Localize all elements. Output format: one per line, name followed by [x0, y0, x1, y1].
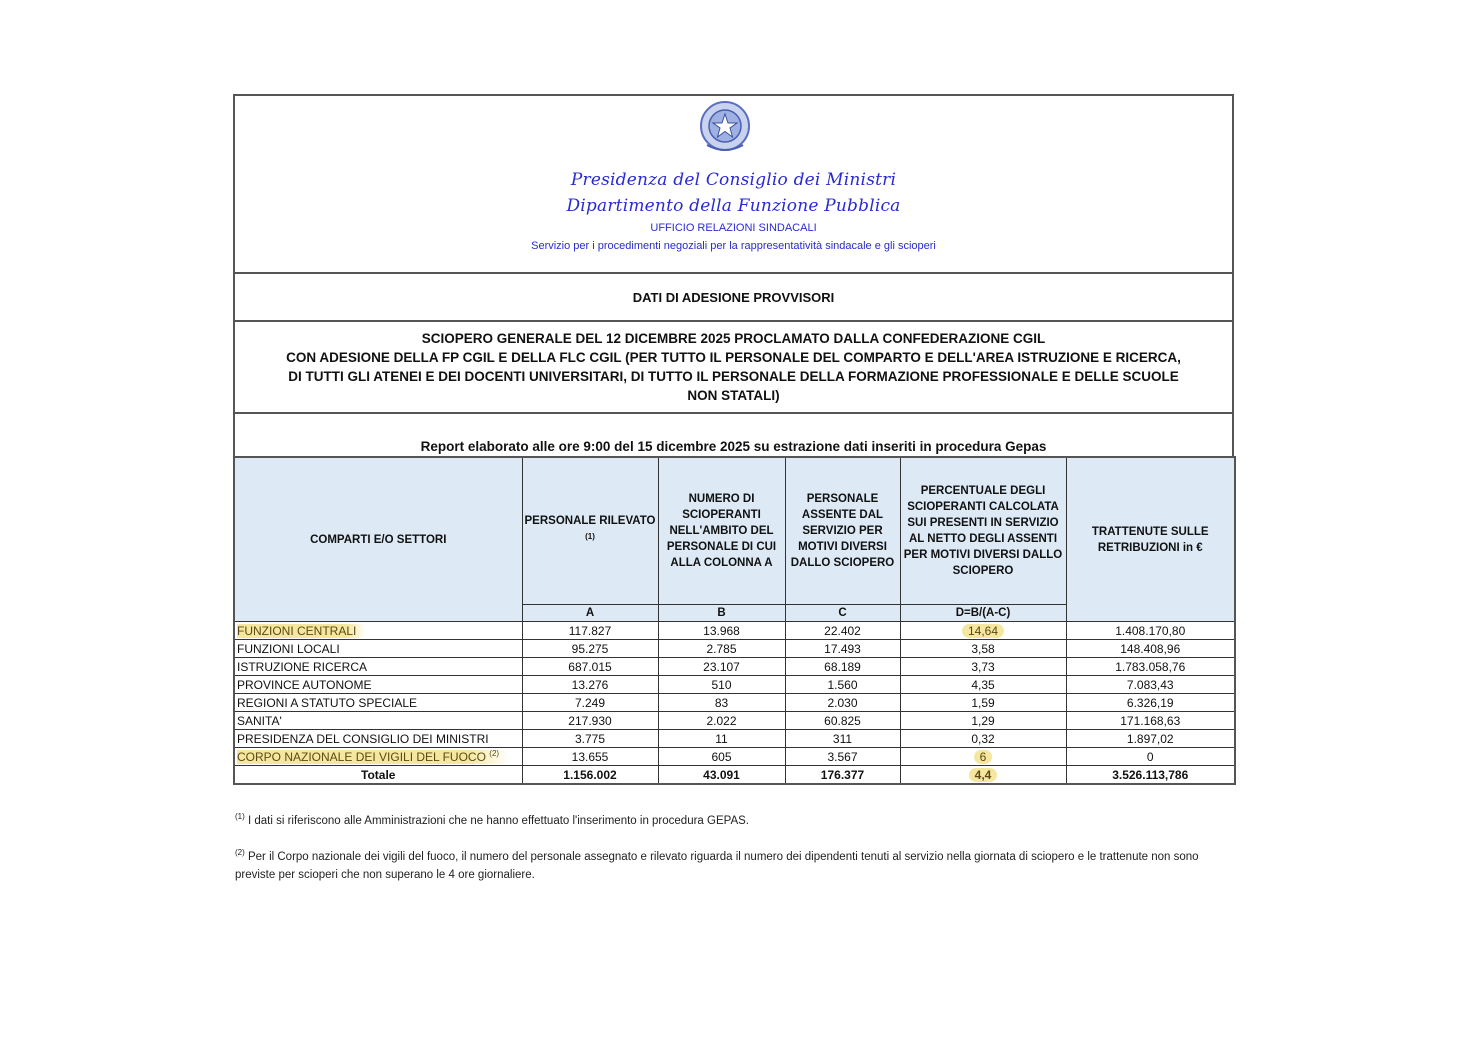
- strike-description: [233, 320, 1234, 412]
- header-d: PERCENTUALE DEGLI SCIOPERANTI CALCOLATA SUI PRESENTI IN SERVIZIO AL NETTO DEGLI ASSENTI PER MOTIVI DIVERSI DALLO SCIOPERO: [900, 457, 1066, 605]
- office-name: UFFICIO RELAZIONI SINDACALI: [650, 222, 817, 234]
- strike-line-2: CON ADESIONE DELLA FP CGIL E DELLA FLC CGIL (PER TUTTO IL PERSONALE DEL COMPARTO E DELL'AREA ISTRUZIONE E RICERCA,: [286, 350, 1181, 365]
- row-d: 4,35: [900, 676, 1066, 694]
- row-c: 1.560: [785, 676, 900, 694]
- row-sector: REGIONI A STATUTO SPECIALE: [234, 694, 522, 712]
- row-c: 311: [785, 730, 900, 748]
- row-d: 1,29: [900, 712, 1066, 730]
- row-e: 0: [1066, 748, 1235, 766]
- report-info: Report elaborato alle ore 9:00 del 15 dicembre 2025 su estrazione dati inseriti in procedura Gepas: [233, 412, 1234, 456]
- row-e: 1.783.058,76: [1066, 658, 1235, 676]
- row-d: 0,32: [900, 730, 1066, 748]
- header-sector: COMPARTI E/O SETTORI: [234, 457, 522, 622]
- total-e: 3.526.113,786: [1066, 766, 1235, 785]
- header-b: NUMERO DI SCIOPERANTI NELL'AMBITO DEL PERSONALE DI CUI ALLA COLONNA A: [658, 457, 785, 605]
- row-e: 1.408.170,80: [1066, 622, 1235, 640]
- row-c: 17.493: [785, 640, 900, 658]
- header-letter-c: C: [785, 605, 900, 622]
- row-a: 7.249: [522, 694, 658, 712]
- table-row: [234, 730, 1235, 748]
- row-b: 23.107: [658, 658, 785, 676]
- row-e: 7.083,43: [1066, 676, 1235, 694]
- row-b: 11: [658, 730, 785, 748]
- table-row: [234, 658, 1235, 676]
- row-d: 6: [900, 748, 1066, 766]
- strike-line-4: NON STATALI): [687, 388, 780, 403]
- table-row: [234, 694, 1235, 712]
- letterhead-line-2: Dipartimento della Funzione Pubblica: [566, 196, 901, 216]
- header-letter-a: A: [522, 605, 658, 622]
- row-c: 2.030: [785, 694, 900, 712]
- row-b: 2.785: [658, 640, 785, 658]
- row-c: 22.402: [785, 622, 900, 640]
- service-name: Servizio per i procedimenti negoziali per la rappresentatività sindacale e gli scioperi: [531, 240, 936, 252]
- footnotes: [235, 808, 1235, 898]
- row-a: 3.775: [522, 730, 658, 748]
- italian-republic-emblem-icon: [697, 99, 753, 155]
- row-c: 68.189: [785, 658, 900, 676]
- total-label: Totale: [234, 766, 522, 785]
- row-sector: SANITA': [234, 712, 522, 730]
- row-a: 117.827: [522, 622, 658, 640]
- footnote-2: $^{(2)}$ Per il Corpo nazionale dei vigili del fuoco, il numero del personale assegnato e rilevato riguarda il numero dei dipendenti tenuti al servizio nella giornata di sciopero e le trattenute non sono previste per scioperi che non superano le 4 ore giornaliere.: [235, 847, 1199, 881]
- header-c: PERSONALE ASSENTE DAL SERVIZIO PER MOTIVI DIVERSI DALLO SCIOPERO: [785, 457, 900, 605]
- row-b: 83: [658, 694, 785, 712]
- table-row: [234, 748, 1235, 766]
- row-d: 14,64: [900, 622, 1066, 640]
- row-sector: CORPO NAZIONALE DEI VIGILI DEL FUOCO $^{(2)}$: [234, 748, 522, 766]
- header-letter-d: D=B/(A-C): [900, 605, 1066, 622]
- letterhead-line-1: Presidenza del Consiglio dei Ministri: [570, 170, 897, 190]
- total-row: [234, 766, 1235, 785]
- row-a: 13.276: [522, 676, 658, 694]
- row-b: 510: [658, 676, 785, 694]
- row-d: 3,58: [900, 640, 1066, 658]
- footnote-1: $^{(1)}$ I dati si riferiscono alle Amministrazioni che ne hanno effettuato l'inserimento in procedura GEPAS.: [235, 812, 749, 827]
- total-b: 43.091: [658, 766, 785, 785]
- row-a: 95.275: [522, 640, 658, 658]
- header-e: TRATTENUTE SULLE RETRIBUZIONI in €: [1066, 457, 1235, 622]
- document-page: [233, 94, 1234, 785]
- letterhead: [233, 94, 1234, 272]
- row-a: 13.655: [522, 748, 658, 766]
- table-row: [234, 712, 1235, 730]
- row-e: 1.897,02: [1066, 730, 1235, 748]
- header-a: PERSONALE RILEVATO $^{(1)}$: [522, 457, 658, 605]
- strike-line-3: DI TUTTI GLI ATENEI E DEI DOCENTI UNIVERSITARI, DI TUTTO IL PERSONALE DELLA FORMAZIONE PROFESSIONALE E DELLE SCUOLE: [288, 369, 1179, 384]
- row-a: 217.930: [522, 712, 658, 730]
- row-b: 605: [658, 748, 785, 766]
- strike-line-1: SCIOPERO GENERALE DEL 12 DICEMBRE 2025 PROCLAMATO DALLA CONFEDERAZIONE CGIL: [421, 331, 1046, 346]
- total-d: 4,4: [900, 766, 1066, 785]
- header-letter-b: B: [658, 605, 785, 622]
- row-c: 60.825: [785, 712, 900, 730]
- row-e: 171.168,63: [1066, 712, 1235, 730]
- row-sector: FUNZIONI CENTRALI: [234, 622, 522, 640]
- row-sector: PRESIDENZA DEL CONSIGLIO DEI MINISTRI: [234, 730, 522, 748]
- total-a: 1.156.002: [522, 766, 658, 785]
- row-c: 3.567: [785, 748, 900, 766]
- row-d: 1,59: [900, 694, 1066, 712]
- total-c: 176.377: [785, 766, 900, 785]
- row-a: 687.015: [522, 658, 658, 676]
- row-sector: PROVINCE AUTONOME: [234, 676, 522, 694]
- row-b: 13.968: [658, 622, 785, 640]
- table-row: [234, 676, 1235, 694]
- row-sector: FUNZIONI LOCALI: [234, 640, 522, 658]
- table-row: [234, 622, 1235, 640]
- row-e: 6.326,19: [1066, 694, 1235, 712]
- adhesion-table: [233, 456, 1236, 785]
- row-d: 3,73: [900, 658, 1066, 676]
- row-sector: ISTRUZIONE RICERCA: [234, 658, 522, 676]
- row-e: 148.408,96: [1066, 640, 1235, 658]
- row-b: 2.022: [658, 712, 785, 730]
- page-title: DATI DI ADESIONE PROVVISORI: [233, 272, 1234, 320]
- table-row: [234, 640, 1235, 658]
